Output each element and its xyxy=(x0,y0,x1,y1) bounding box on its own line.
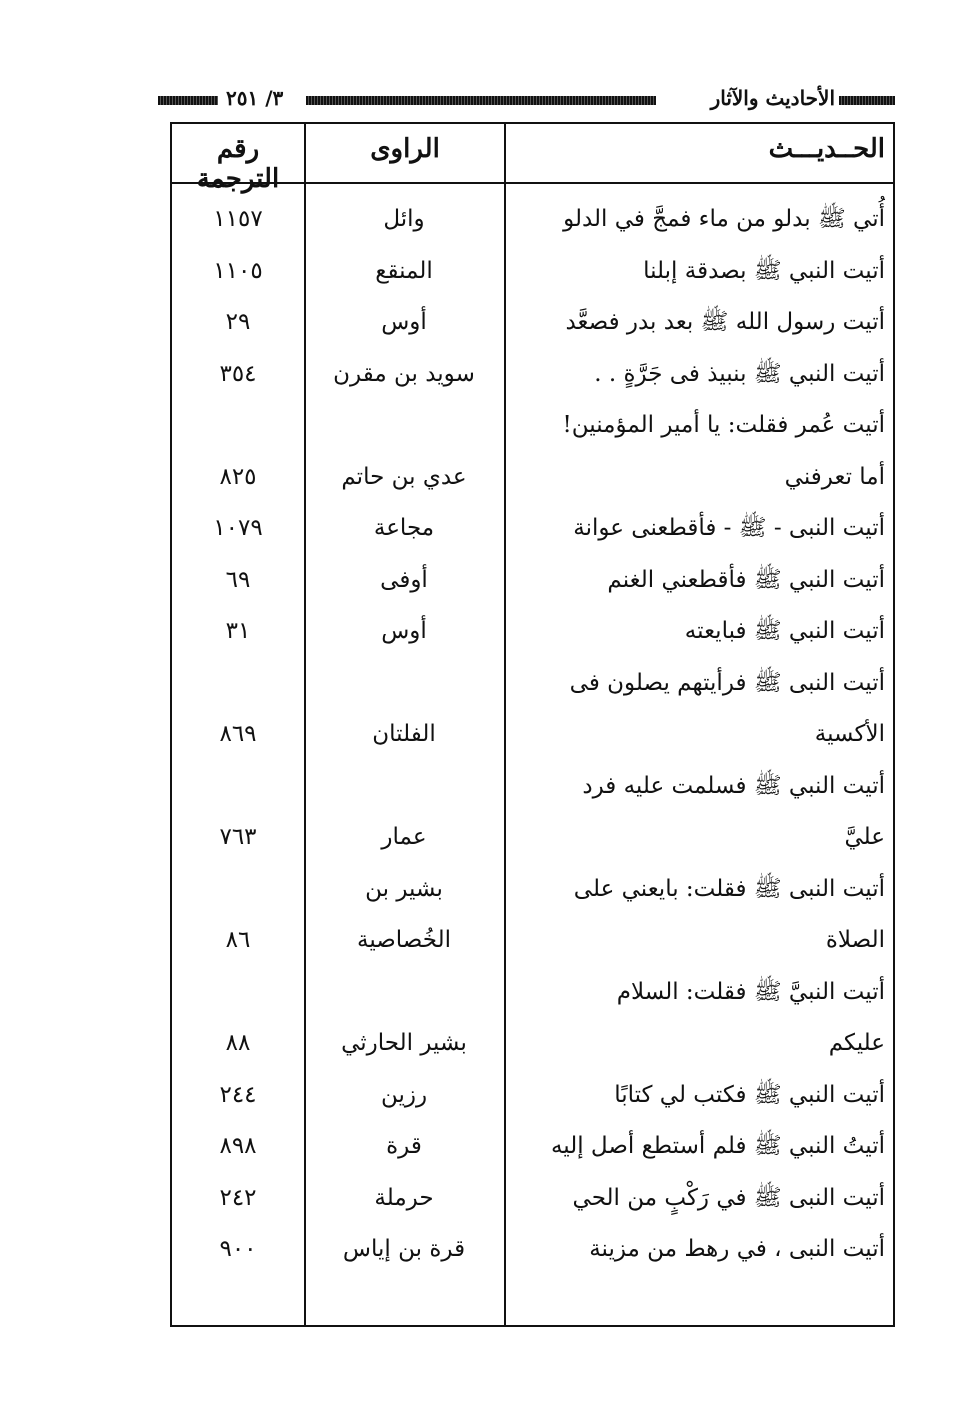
tarjama-number: ٢٤٤ xyxy=(219,1082,257,1108)
hadith-text: أتيت النبى ﷺ فقلت: بايعني على xyxy=(573,876,885,902)
rawi-name: الفلتان xyxy=(372,721,436,747)
tarjama-number: ٧٦٣ xyxy=(219,824,257,850)
rawi-name: سويد بن مقرن xyxy=(333,361,475,387)
hadith-text: أتيت النبي ﷺ بنبيذ فى جَرَّةٍ . . xyxy=(594,361,885,387)
tarjama-number: ٨٩٨ xyxy=(219,1133,257,1159)
tarjama-number: ١١٥٧ xyxy=(213,206,263,232)
hadith-index-table xyxy=(170,122,895,1327)
hadith-text: أتيت النبي ﷺ بصدقة إبلنا xyxy=(643,258,885,284)
header-rule-middle xyxy=(306,96,656,105)
rawi-name: حرملة xyxy=(374,1185,434,1211)
tarjama-number: ٣٥٤ xyxy=(219,361,257,387)
hadith-text: أتيت رسول الله ﷺ بعد بدر فصعَّد xyxy=(565,309,885,335)
hadith-text: أتيت النبى ﷺ فرأيتهم يصلون فى xyxy=(569,670,885,696)
hadith-text: الصلاة xyxy=(825,927,885,953)
hadith-text: أتيت النبيَّ ﷺ فقلت: السلام xyxy=(616,979,885,1005)
rawi-name: الخُصاصية xyxy=(357,927,451,953)
hadith-text: أتيتُ النبي ﷺ فلم أستطع أصل إليه xyxy=(550,1133,885,1159)
tarjama-number: ٨٦ xyxy=(225,927,251,953)
hadith-text: أتيت النبي ﷺ فأقطعني الغنم xyxy=(607,567,885,593)
rawi-name: أوس xyxy=(381,309,427,335)
tarjama-number: ١٠٧٩ xyxy=(213,515,263,541)
rawi-name: وائل xyxy=(383,206,425,232)
header-rule-left xyxy=(158,96,218,105)
tarjama-number: ٢٤٢ xyxy=(219,1185,257,1211)
rawi-name: بشير الحارثي xyxy=(341,1030,467,1056)
running-header xyxy=(158,88,895,114)
hadith-text: أتيت النبى ، في رهط من مزينة xyxy=(589,1236,885,1262)
rawi-name: أوس xyxy=(381,618,427,644)
tarjama-number: ٨٨ xyxy=(225,1030,251,1056)
column-divider xyxy=(504,124,506,1325)
hadith-text: عليَّ xyxy=(844,824,885,850)
rawi-name: قرة بن إياس xyxy=(342,1236,466,1262)
tarjama-number: ٩٠٠ xyxy=(219,1236,257,1262)
hadith-text: أُتي ﷺ بدلو من ماء فمجَّ في الدلو xyxy=(563,206,885,232)
column-header-hadith: الحــديـــث xyxy=(768,134,885,164)
rawi-name: رزين xyxy=(380,1082,428,1108)
rawi-name: قرة xyxy=(386,1133,422,1159)
hadith-text: أتيت عُمر فقلت: يا أمير المؤمنين! xyxy=(562,412,885,438)
column-header-rawi: الراوى xyxy=(370,134,440,164)
header-rule-right xyxy=(839,96,895,105)
tarjama-number: ٨٦٩ xyxy=(219,721,257,747)
running-title: الأحاديث والآثار xyxy=(707,86,839,110)
rawi-name: عمار xyxy=(381,824,427,850)
tarjama-number: ٦٩ xyxy=(225,567,251,593)
rawi-name: مجاعة xyxy=(373,515,435,541)
hadith-text: عليكم xyxy=(828,1030,885,1056)
page-reference: ٣/ ٢٥١ xyxy=(222,86,287,110)
rawi-name: بشير بن xyxy=(365,876,443,902)
tarjama-number: ١١٠٥ xyxy=(213,258,263,284)
rawi-name: عدي بن حاتم xyxy=(341,464,467,490)
rawi-name: المنقع xyxy=(375,258,433,284)
hadith-text: أتيت النبي ﷺ فسلمت عليه فرد xyxy=(582,773,885,799)
tarjama-number: ٨٢٥ xyxy=(219,464,257,490)
hadith-text: أما تعرفني xyxy=(784,464,885,490)
hadith-text: أتيت النبي ﷺ فكتب لي كتابًا xyxy=(614,1082,885,1108)
hadith-text: أتيت النبى - ﷺ - فأقطعنى عوانة xyxy=(573,515,885,541)
column-header-tarjama: رقم الترجمة xyxy=(196,134,280,194)
tarjama-number: ٢٩ xyxy=(225,309,251,335)
hadith-text: الأكسية xyxy=(814,721,885,747)
hadith-text: أتيت النبى ﷺ في رَكْبٍ من الحي xyxy=(572,1185,885,1211)
tarjama-number: ٣١ xyxy=(225,618,251,644)
hadith-text: أتيت النبي ﷺ فبايعته xyxy=(684,618,885,644)
rawi-name: أوفى xyxy=(380,567,428,593)
